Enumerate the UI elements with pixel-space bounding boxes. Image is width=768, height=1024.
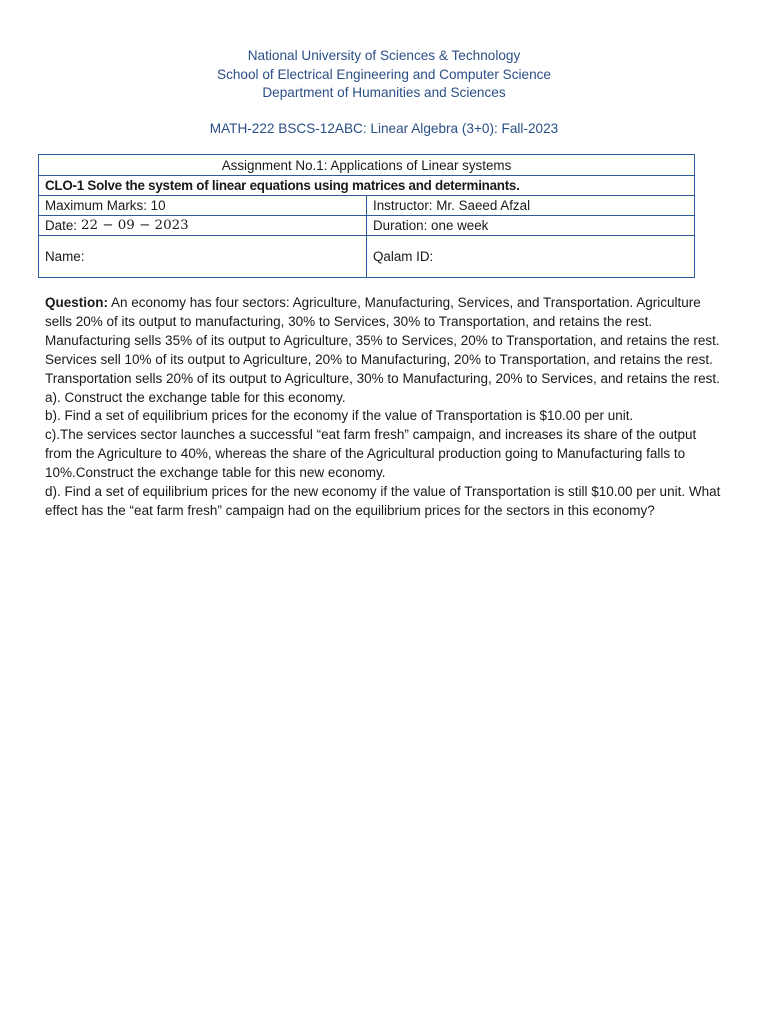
question-label: Question: (45, 295, 108, 310)
question-part-c: c).The services sector launches a successful “eat farm fresh” campaign, and increases its share of the output from the Agriculture to 40%, whereas the share of the Agricultural production going to Manufacturing falls to 10%.Construct the exchange table for this new economy. (45, 427, 697, 481)
date-label: Date: (45, 218, 78, 233)
document-header (0, 47, 768, 103)
date-cell (39, 216, 366, 235)
university-name: National University of Sciences & Technology (247, 48, 521, 63)
question-part-a: a). Construct the exchange table for this economy. (45, 389, 346, 405)
assignment-title: Assignment No.1: Applications of Linear systems (221, 157, 512, 173)
table-row (39, 216, 694, 236)
max-marks: Maximum Marks: 10 (45, 198, 166, 213)
instructor: Instructor: Mr. Saeed Afzal (366, 196, 694, 215)
question-text: An economy has four sectors: Agriculture, Manufacturing, Services, and Transportation. Agriculture sells 20% of its output to manufacturing, 30% to Services, 30% to Transportation, and retains the rest. Manufacturing sells 35% of its output to Agriculture, 35% to Services, 20% to Transportation, and retains the rest. Services sell 10% of its output to Agriculture, 20% to Manufacturing, 20% to Transportation, and retains the rest. Transportation sells 20% of its output to Agriculture, 30% to Manufacturing, 20% to Services, and retains the rest. (45, 295, 720, 386)
duration: Duration: one week (366, 216, 694, 235)
date-value: 22 − 09 − 2023 (81, 218, 189, 233)
question-intro (45, 294, 725, 389)
table-row (39, 196, 694, 216)
course-title: MATH-222 BSCS-12ABC: Linear Algebra (3+0): Fall-2023 (209, 121, 559, 136)
department-name: Department of Humanities and Sciences (262, 85, 506, 101)
assignment-info-table (38, 154, 695, 278)
table-row (39, 236, 694, 277)
name-field: Name: (45, 249, 85, 264)
qalam-id-field: Qalam ID: (366, 236, 694, 277)
question-part-d: d). Find a set of equilibrium prices for the new economy if the value of Transportation is still $10.00 per unit. What effect has the “eat farm fresh” campaign had on the equilibrium prices for the sectors in this economy? (45, 484, 721, 518)
table-row (39, 155, 694, 176)
question-part-b: b). Find a set of equilibrium prices for the economy if the value of Transportation is $10.00 per unit. (45, 408, 634, 424)
question-body (45, 294, 725, 521)
table-row (39, 176, 694, 196)
school-name: School of Electrical Engineering and Computer Science (217, 66, 551, 82)
clo-statement: CLO-1 Solve the system of linear equations using matrices and determinants. (45, 178, 520, 193)
